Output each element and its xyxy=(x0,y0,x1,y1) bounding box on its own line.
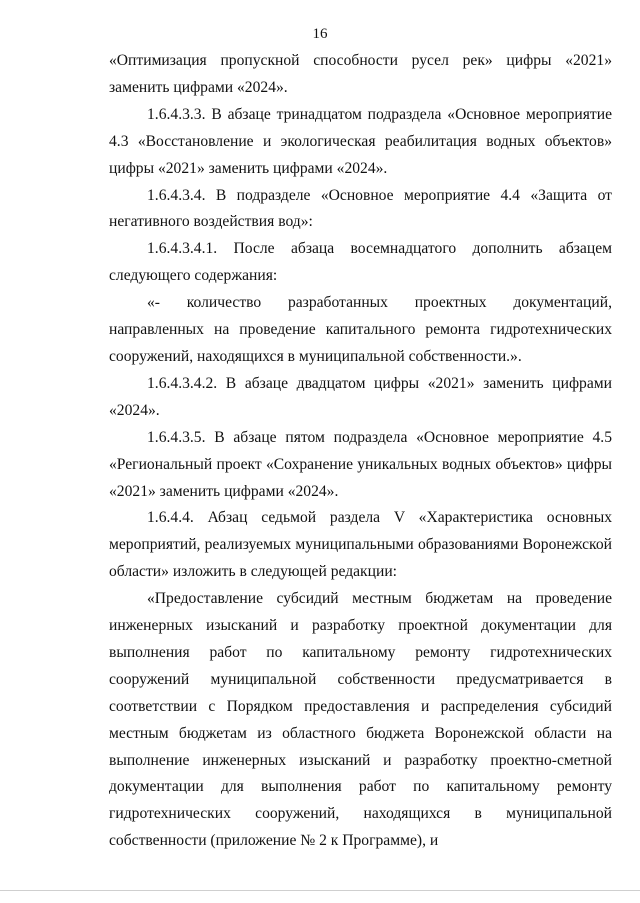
document-body xyxy=(109,48,612,855)
paragraph-6: 1.6.4.3.4.2. В абзаце двадцатом цифры «2021» заменить цифрами «2024». xyxy=(109,374,612,419)
paragraph-7: 1.6.4.3.5. В абзаце пятом подраздела «Основное мероприятие 4.5 «Региональный проект «Сохранение уникальных водных объектов» цифры «2021» заменить цифрами «2024». xyxy=(109,428,612,500)
paragraph-2: 1.6.4.3.3. В абзаце тринадцатом подраздела «Основное мероприятие 4.3 «Восстановление и экологическая реабилитация водных объектов» цифры «2021» заменить цифрами «2024». xyxy=(109,105,612,177)
paragraph-1: «Оптимизация пропускной способности русел рек» цифры «2021» заменить цифрами «2024». xyxy=(109,52,612,96)
page-number: 16 xyxy=(312,26,328,42)
paragraph-4: 1.6.4.3.4.1. После абзаца восемнадцатого дополнить абзацем следующего содержания: xyxy=(109,240,612,285)
paragraph-3: 1.6.4.3.4. В подразделе «Основное мероприятие 4.4 «Защита от негативного воздействия вод»: xyxy=(109,186,612,231)
page-bottom-edge xyxy=(0,890,640,891)
paragraph-9: «Предоставление субсидий местным бюджетам на проведение инженерных изысканий и разработку проектной документации для выполнения работ по капитальному ремонту гидротехнических сооружений муниципальной собственности предусматривается в соответствии с Порядком предоставления и распределения субсидий местным бюджетам из областного бюджета Воронежской области на выполнение инженерных изысканий и разработку проектно-сметной документации для выполнения работ по капитальному ремонту гидротехнических сооружений, находящихся в муниципальной собственности (приложение № 2 к Программе), и xyxy=(109,590,612,850)
paragraph-5: «- количество разработанных проектных документаций, направленных на проведение капитального ремонта гидротехнических сооружений, находящихся в муниципальной собственности.». xyxy=(109,294,612,365)
paragraph-8: 1.6.4.4. Абзац седьмой раздела V «Характеристика основных мероприятий, реализуемых муниципальными образованиями Воронежской области» изложить в следующей редакции: xyxy=(109,509,612,581)
